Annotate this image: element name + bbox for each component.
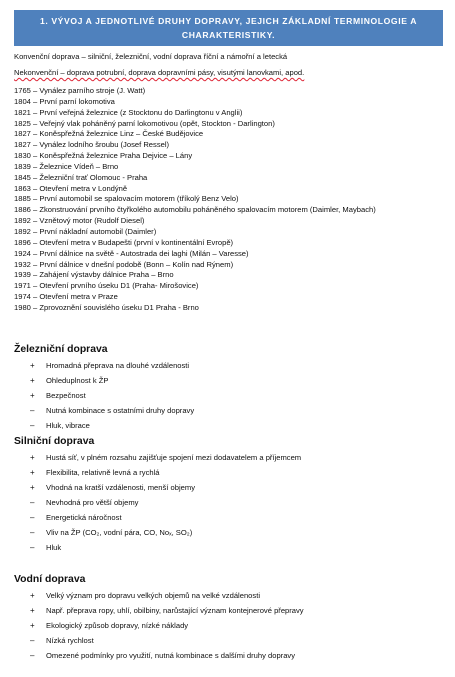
bullet-sign: +	[30, 376, 35, 385]
list-item	[30, 648, 444, 663]
list-item-text: Omezené podmínky pro využití, nutná kombinace s dalšími druhy dopravy	[46, 651, 296, 660]
list-item-text: Hluk, vibrace	[46, 421, 90, 430]
list-item-text: Hluk	[46, 543, 62, 552]
list-item-text: Nevhodná pro větší objemy	[46, 498, 139, 507]
list-item-text: Energetická náročnost	[46, 513, 122, 522]
list-item-text: Např. přeprava ropy, uhlí, obilbiny, narůstající význam kontejnerové přepravy	[46, 606, 304, 615]
list-item-text: Velký význam pro dopravu velkých objemů na velké vzdálenosti	[46, 591, 261, 600]
section-title-water: Vodní doprava	[14, 574, 86, 585]
list-item	[30, 358, 444, 373]
list-item	[30, 525, 444, 540]
timeline-item: 1932 – První dálnice v dnešní podobě (Bonn – Kolín nad Rýnem)	[14, 259, 234, 269]
bullet-sign: –	[30, 651, 35, 660]
list-item	[30, 465, 444, 480]
section-title-rail: Železniční doprava	[14, 344, 108, 355]
timeline-item: 1839 – Železnice Vídeň – Brno	[14, 161, 119, 171]
list-item	[30, 540, 444, 555]
timeline-item: 1830 – Koněspřežná železnice Praha Dejvice – Lány	[14, 151, 193, 161]
section-list-rail	[30, 358, 444, 433]
bullet-sign: +	[30, 391, 35, 400]
intro-unconventional: Nekonvenční – doprava potrubní, doprava dopravními pásy, visutými lanovkami, apod.	[14, 68, 305, 77]
list-item-text: Hromadná přeprava na dlouhé vzdálenosti	[46, 361, 190, 370]
bullet-sign: +	[30, 361, 35, 370]
list-item	[30, 495, 444, 510]
timeline-item: 1892 – Vznětový motor (Rudolf Diesel)	[14, 216, 145, 226]
timeline-item: 1971 – Otevření prvního úseku D1 (Praha- Mirošovice)	[14, 281, 199, 291]
timeline-item: 1821 – První veřejná železnice (z Stocktonu do Darlingtonu v Anglii)	[14, 107, 243, 117]
timeline-item: 1939 – Zahájení výstavby dálnice Praha – Brno	[14, 270, 174, 280]
list-item	[30, 588, 444, 603]
bullet-sign: +	[30, 483, 35, 492]
bullet-sign: +	[30, 591, 35, 600]
chapter-heading	[14, 10, 443, 46]
list-item-text: Flexibilita, relativně levná a rychlá	[46, 468, 160, 477]
list-item	[30, 480, 444, 495]
timeline-item: 1980 – Zprovoznění souvislého úseku D1 Praha - Brno	[14, 302, 199, 312]
bullet-sign: –	[30, 406, 35, 415]
list-item	[30, 373, 444, 388]
timeline-item: 1765 – Vynález parního stroje (J. Watt)	[14, 86, 146, 95]
list-item-text: Bezpečnost	[46, 391, 86, 400]
list-item-text: Nutná kombinace s ostatními druhy dopravy	[46, 406, 195, 415]
list-item	[30, 388, 444, 403]
bullet-sign: –	[30, 543, 35, 552]
list-item	[30, 418, 444, 433]
timeline-item: 1827 – Vynález lodního šroubu (Josef Ressel)	[14, 140, 170, 150]
bullet-sign: +	[30, 468, 35, 477]
list-item	[30, 450, 444, 465]
timeline-item: 1825 – Veřejný vlak poháněný parní lokomotivou (opět, Stockton - Darlington)	[14, 118, 275, 128]
timeline-item: 1924 – První dálnice na světě - Autostrada dei laghi (Milán – Varesse)	[14, 248, 249, 258]
list-item-text: Ekologický způsob dopravy, nízké náklady	[46, 621, 189, 630]
list-item-text: Ohleduplnost k ŽP	[46, 376, 109, 385]
section-list-water	[30, 588, 444, 663]
timeline-item: 1896 – Otevření metra v Budapešti (první v kontinentální Evropě)	[14, 237, 234, 247]
bullet-sign: +	[30, 621, 35, 630]
list-item	[30, 633, 444, 648]
bullet-sign: –	[30, 421, 35, 430]
bullet-sign: +	[30, 453, 35, 462]
chapter-heading-line2: CHARAKTERISTIKY.	[181, 30, 276, 40]
section-title-road: Silniční doprava	[14, 436, 95, 447]
intro-conventional: Konvenční doprava – silniční, železniční, vodní doprava říční a námořní a letecká	[14, 52, 288, 61]
list-item-text: Hustá síť, v plném rozsahu zajišťuje spojení mezi dodavatelem a příjemcem	[46, 453, 302, 462]
bullet-sign: –	[30, 636, 35, 645]
timeline-item: 1974 – Otevření metra v Praze	[14, 292, 118, 302]
timeline-item: 1827 – Koněspřežná železnice Linz – České Budějovice	[14, 129, 204, 139]
list-item-text: Vliv na ŽP (CO₂, vodní pára, CO, Noₓ, SO₂)	[46, 528, 193, 537]
timeline-item: 1886 – Zkonstruování prvního čtyřkolého automobilu poháněného spalovacím motorem (Daimler, Maybach)	[14, 205, 376, 215]
bullet-sign: +	[30, 606, 35, 615]
list-item-text: Vhodná na kratší vzdálenosti, menší objemy	[46, 483, 196, 492]
list-item	[30, 510, 444, 525]
timeline-item: 1845 – Železniční trať Olomouc - Praha	[14, 172, 148, 182]
timeline-item: 1863 – Otevření metra v Londýně	[14, 183, 128, 193]
timeline-item: 1804 – První parní lokomotiva	[14, 96, 115, 106]
list-item	[30, 618, 444, 633]
chapter-heading-line1: 1. VÝVOJ A JEDNOTLIVÉ DRUHY DOPRAVY, JEJICH ZÁKLADNÍ TERMINOLOGIE A	[40, 16, 417, 26]
list-item-text: Nízká rychlost	[46, 636, 94, 645]
list-item	[30, 603, 444, 618]
list-item	[30, 403, 444, 418]
bullet-sign: –	[30, 528, 35, 537]
section-list-road	[30, 450, 444, 555]
bullet-sign: –	[30, 513, 35, 522]
bullet-sign: –	[30, 498, 35, 507]
timeline-list	[14, 86, 444, 314]
timeline-item: 1885 – První automobil se spalovacím motorem (tříkolý Benz Velo)	[14, 194, 239, 204]
timeline-item: 1892 – První nákladní automobil (Daimler)	[14, 226, 157, 236]
